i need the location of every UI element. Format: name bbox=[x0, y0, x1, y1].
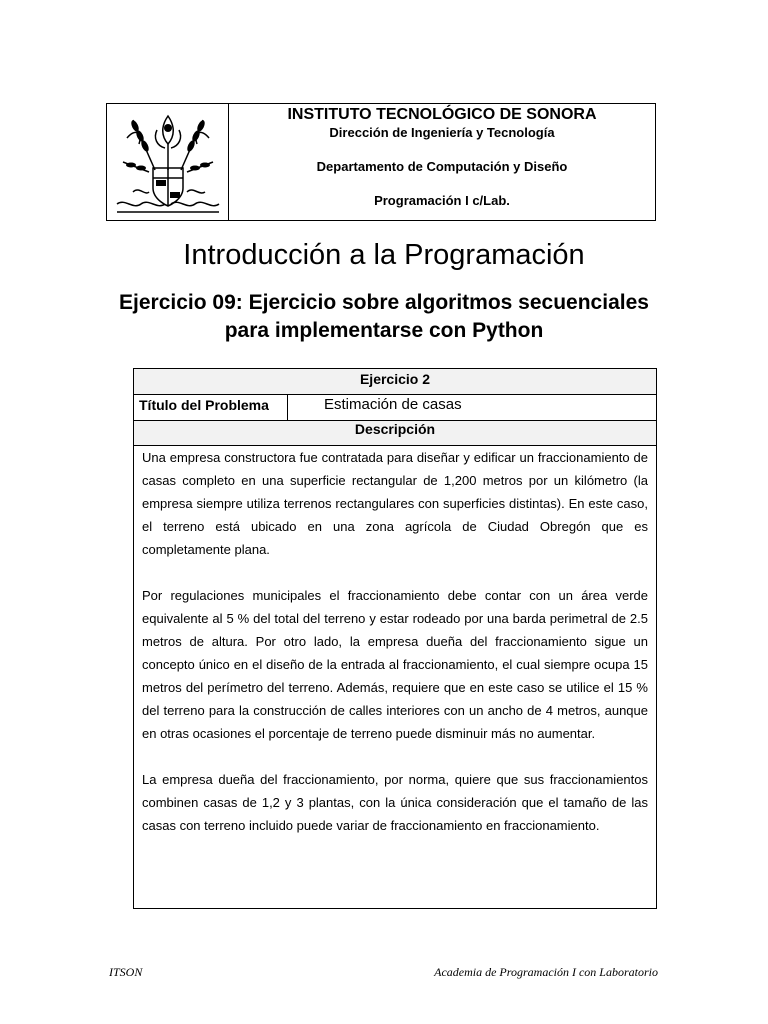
description-heading: Descripción bbox=[134, 421, 656, 446]
description-paragraph: La empresa dueña del fraccionamiento, por norma, quiere que sus fraccionamientos combinen casas de 1,2 y 3 plantas, con la única consideración que el tamaño de las casas con terreno incluido puede variar de fraccionamiento en fraccionamiento. bbox=[142, 772, 648, 833]
problem-title-row bbox=[134, 395, 656, 421]
page-subtitle: Ejercicio 09: Ejercicio sobre algoritmos secuenciales para implementarse con Python bbox=[119, 291, 649, 342]
department-name: Departamento de Computación y Diseño bbox=[316, 159, 568, 174]
institution-name: INSTITUTO TECNOLÓGICO DE SONORA bbox=[287, 106, 597, 123]
description-paragraph: Por regulaciones municipales el fraccionamiento debe contar con un área verde equivalente al 5 % del total del terreno y estar rodeado por una barda perimetral de 2.5 metros de altura. Por otro lado, la empresa dueña del fraccionamiento sigue un concepto único en el diseño de la entrada al fraccionamiento, el cual siempre ocupa 15 metros del perímetro del terreno. Además, requiere que en este caso se utilice el 15 % del terreno para la construcción de calles interiores con un ancho de 4 metros, aunque en otras ocasiones el porcentaje de terreno puede disminuir más no aumentar. bbox=[142, 588, 648, 741]
exercise-heading: Ejercicio 2 bbox=[134, 369, 656, 395]
footer-right: Academia de Programación I con Laboratorio bbox=[434, 965, 658, 979]
itson-crest-icon bbox=[113, 108, 223, 216]
direction-name: Dirección de Ingeniería y Tecnología bbox=[329, 125, 555, 140]
course-name: Programación I c/Lab. bbox=[374, 193, 510, 208]
logo-cell bbox=[107, 104, 229, 220]
problem-title-value: Estimación de casas bbox=[324, 396, 462, 413]
institution-header bbox=[106, 103, 656, 221]
exercise-table bbox=[133, 368, 657, 909]
footer-left: ITSON bbox=[109, 965, 143, 979]
description-paragraph: Una empresa constructora fue contratada para diseñar y edificar un fraccionamiento de casas completo en una superficie rectangular de 1,200 metros por un kilómetro (la empresa siempre utiliza terrenos rectangulares con superficies distintas). En este caso, el terreno está ubicado en una zona agrícola de Ciudad Obregón que es completamente plana. bbox=[142, 450, 648, 557]
page-title: Introducción a la Programación bbox=[183, 239, 585, 271]
problem-title-label: Título del Problema bbox=[134, 395, 288, 420]
description-body bbox=[142, 446, 648, 837]
